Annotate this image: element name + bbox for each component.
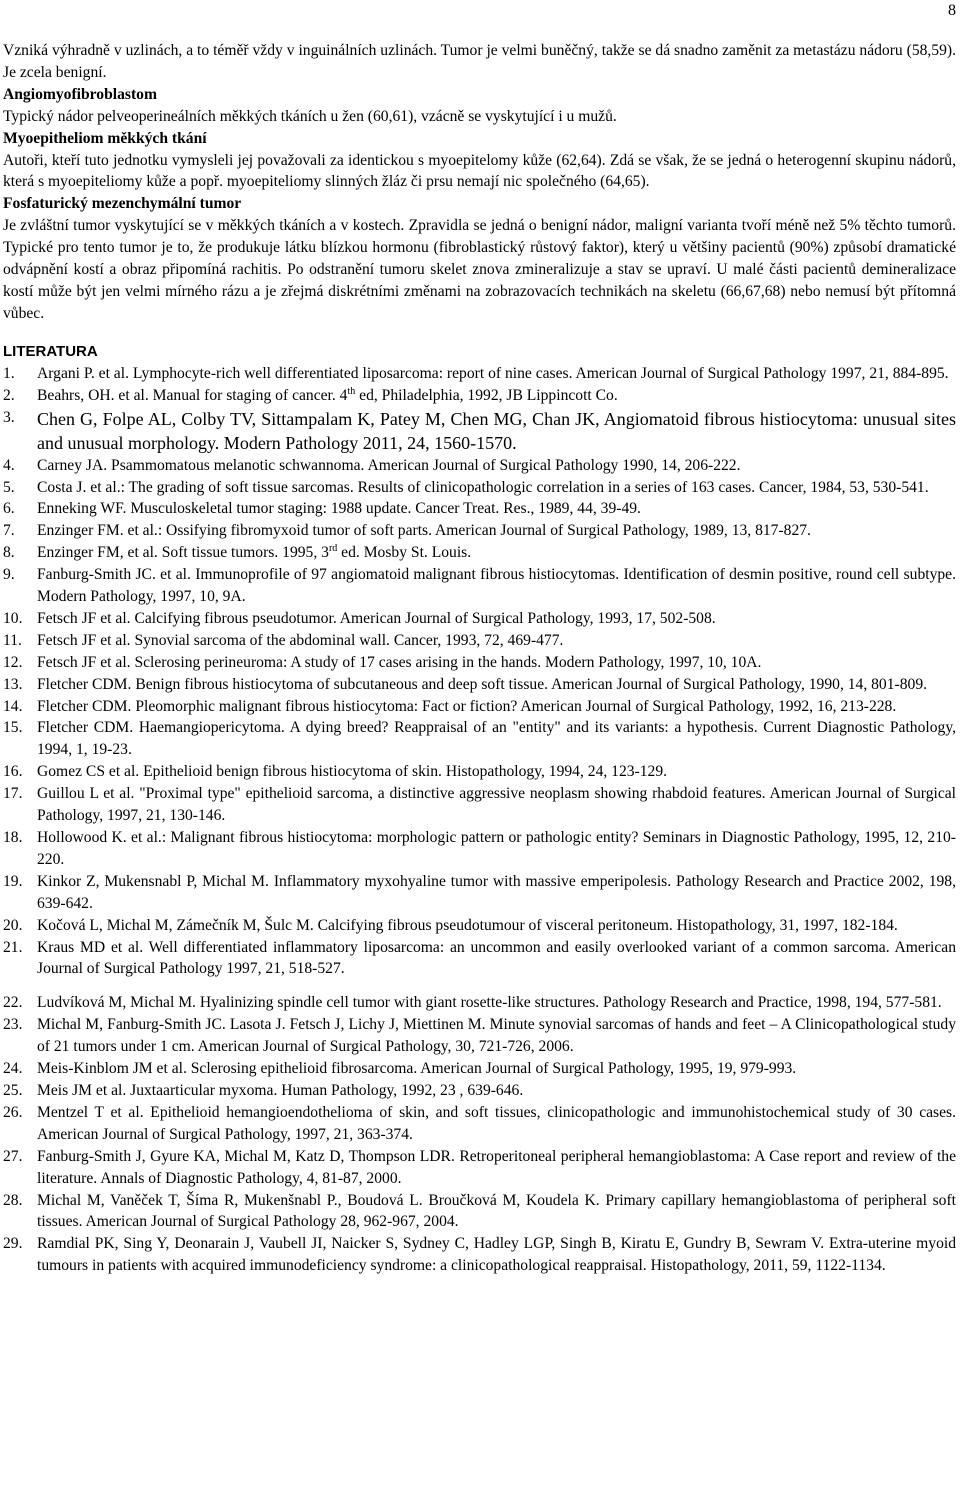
reference-item [3,385,956,407]
reference-text: Hollowood K. et al.: Malignant fibrous histiocytoma: morphologic pattern or pathologic entity? Seminars in Diagnostic Pathology, 1995, 12, 210-220. [37,829,956,868]
reference-text: Kraus MD et al. Well differentiated inflammatory liposarcoma: an uncommon and easily overlooked variant of a common sarcoma. American Journal of Surgical Pathology 1997, 21, 518-527. [37,938,956,978]
reference-item [3,761,956,783]
reference-text: Argani P. et al. Lymphocyte-rich well differentiated liposarcoma: report of nine cases. American Journal of Surgical Pathology 1997, 21, 884-895. [37,364,949,382]
reference-text: Fletcher CDM. Pleomorphic malignant fibrous histiocytoma: Fact or fiction? American Journal of Surgical Pathology, 1992, 16, 213-228. [37,697,897,715]
reference-text: Fetsch JF et al. Calcifying fibrous pseudotumor. American Journal of Surgical Pathology, 1993, 17, 502-508. [37,609,716,627]
body-paragraph: Typický nádor pelveoperineálních měkkých tkáních u žen (60,61), vzácně se vyskytující i u mužů. [3,107,617,125]
reference-number: 16. [3,763,23,781]
intro-section [3,40,956,325]
reference-item [3,542,956,564]
reference-item [3,407,956,455]
reference-item [3,674,956,696]
reference-text: Enneking WF. Musculoskeletal tumor staging: 1988 update. Cancer Treat. Res., 1989, 44, 39-49. [37,500,641,518]
reference-text: Enzinger FM. et al.: Ossifying fibromyxoid tumor of soft parts. American Journal of Surgical Pathology, 1989, 13, 817-827. [37,522,811,540]
page-number: 8 [948,2,956,19]
reference-text: Ludvíková M, Michal M. Hyalinizing spindle cell tumor with giant rosette-like structures. Pathology Research and Practice, 1998, 194, 577-581. [37,994,942,1012]
body-paragraph: Autoři, kteří tuto jednotku vymysleli jej považovali za identickou s myoepitelomy kůže (62,64). Zdá se však, že se jedná o heterogenní skupinu nádorů, která s myoepiteliomy kůže a popř. myoepiteliomy slinných žláz či prsu nemají nic společného (64,65). [3,151,956,191]
reference-text-part: ed, Philadelphia, 1992, JB Lippincott Co. [355,386,618,404]
reference-text: Kočová L, Michal M, Zámečník M, Šulc M. Calcifying fibrous pseudotumour of visceral peritoneum. Histopathology, 31, 1997, 182-184. [37,916,898,934]
reference-item [3,1102,956,1146]
reference-number: 8. [3,544,15,562]
reference-superscript: rd [328,543,338,555]
reference-item [3,1190,956,1234]
reference-number: 4. [3,456,15,474]
reference-item [3,1058,956,1080]
reference-number: 12. [3,653,23,671]
reference-item [3,717,956,761]
reference-text: Fanburg-Smith JC. et al. Immunoprofile of 97 angiomatoid malignant fibrous histiocytomas. Identification of desmin positive, round cell subtype. Modern Pathology, 1997, 10, 9A. [37,566,956,606]
reference-number: 19. [3,872,23,890]
reference-number: 24. [3,1060,23,1078]
reference-text [37,542,956,564]
reference-item [3,455,956,477]
reference-text: Fanburg-Smith J, Gyure KA, Michal M, Katz D, Thompson LDR. Retroperitoneal peripheral hemangioblastoma: A Case report and review of the literature. Annals of Diagnostic Pathology, 4, 81-87, 2000. [37,1147,956,1187]
reference-text-part: Enzinger FM, et al. Soft tissue tumors. 1995, 3 [37,544,329,562]
reference-number: 6. [3,500,15,518]
reference-text: Carney JA. Psammomatous melanotic schwannoma. American Journal of Surgical Pathology 1990, 14, 206-222. [37,456,741,474]
reference-number: 29. [3,1235,23,1253]
body-paragraph: Vzniká výhradně v uzlinách, a to téměř vždy v inguinálních uzlinách. Tumor je velmi buněčný, takže se dá snadno zaměnit za metastázu nádoru (58,59). Je zcela benigní. [3,42,956,81]
reference-number: 17. [3,785,23,803]
reference-item [3,783,956,827]
reference-text: Gomez CS et al. Epithelioid benign fibrous histiocytoma of skin. Histopathology, 1994, 24, 123-129. [37,763,668,781]
section-heading: Fosfaturický mezenchymální tumor [3,195,242,213]
reference-number: 13. [3,675,23,693]
reference-text: Mentzel T et al. Epithelioid hemangioendothelioma of skin, and soft tissues, clinicopathologic and immunohistochemical study of 30 cases. American Journal of Surgical Pathology, 1997, 21, 363-374. [37,1103,956,1143]
reference-text: Kinkor Z, Mukensnabl P, Michal M. Inflammatory myxohyaline tumor with massive emperipolesis. Pathology Research and Practice 2002, 198, 639-642. [37,872,956,912]
section-heading: Myoepitheliom měkkých tkání [3,129,207,147]
reference-number: 5. [3,478,15,496]
reference-number: 27. [3,1147,23,1165]
reference-number: 26. [3,1103,23,1121]
reference-text: Fletcher CDM. Benign fibrous histiocytoma of subcutaneous and deep soft tissue. American Journal of Surgical Pathology, 1990, 14, 801-809. [37,675,928,693]
reference-text-part: ed. Mosby St. Louis. [337,544,472,562]
reference-item [3,363,956,385]
reference-text: Fletcher CDM. Haemangiopericytoma. A dying breed? Reappraisal of an "entity" and its variants: a hypothesis. Current Diagnostic Pathology, 1994, 1, 19-23. [37,719,956,759]
reference-item [3,1233,956,1277]
reference-number: 20. [3,916,23,934]
reference-number: 9. [3,566,15,584]
reference-item [3,564,956,608]
reference-text: Fetsch JF et al. Sclerosing perineuroma: A study of 17 cases arising in the hands. Modern Pathology, 1997, 10, 10A. [37,653,762,671]
reference-text-part: Beahrs, OH. et al. Manual for staging of cancer. 4 [37,386,348,404]
reference-superscript: th [347,385,356,397]
reference-number: 25. [3,1081,23,1099]
reference-item [3,608,956,630]
reference-text: Chen G, Folpe AL, Colby TV, Sittampalam K, Patey M, Chen MG, Chan JK, Angiomatoid fibrous histiocytoma: unusual sites and unusual morphology. Modern Pathology 2011, 24, 1560-1570. [37,408,956,453]
reference-item [3,937,956,981]
reference-number: 22. [3,994,23,1012]
literature-heading: LITERATURA [3,342,98,360]
reference-item [3,1146,956,1190]
reference-number: 18. [3,829,23,846]
reference-item [3,915,956,937]
reference-text: Michal M, Fanburg-Smith JC. Lasota J. Fetsch J, Lichy J, Miettinen M. Minute synovial sarcomas of hands and feet – A Clinicopathological study of 21 tumors under 1 cm. American Journal of Surgical Pathology, 30, 721-726, 2006. [37,1016,956,1056]
reference-number: 23. [3,1016,23,1034]
reference-number: 10. [3,609,23,627]
reference-item [3,827,956,871]
section-heading: Angiomyofibroblastom [3,85,157,103]
reference-number: 28. [3,1191,23,1209]
reference-text [37,385,956,407]
reference-number: 2. [3,386,15,404]
reference-item [3,696,956,718]
body-paragraph: Je zvláštní tumor vyskytující se v měkkých tkáních a v kostech. Zpravidla se jedná o benigní nádor, maligní varianta tvoří méně než 5% těchto tumorů. Typické pro tento tumor je to, že produkuje látku blízkou hormonu (fibroblastický růstový faktor), který u většiny pacientů (90%) způsobí dramatické odvápnění kostí a obraz připomíná rachitis. Po odstranění tumoru skelet znova zmineralizuje a stav se upraví. U malé části pacientů demineralizace kostí může být jen velmi mírného rázu a je zřejmá diskrétními změnami na zobrazovacích technikách na skeletu (66,67,68) nebo nemusí být přítomná vůbec. [3,217,956,322]
reference-item [3,992,956,1014]
reference-text: Michal M, Vaněček T, Šíma R, Mukenšnabl P., Boudová L. Broučková M, Koudela K. Primary capillary hemangioblastoma of peripheral soft tissues. American Journal of Surgical Pathology 28, 962-967, 2004. [37,1191,956,1231]
reference-text: Guillou L et al. "Proximal type" epithelioid sarcoma, a distinctive aggressive neoplasm showing rhabdoid features. American Journal of Surgical Pathology, 1997, 21, 130-146. [37,785,956,825]
reference-text: Meis-Kinblom JM et al. Sclerosing epithelioid fibrosarcoma. American Journal of Surgical Pathology, 1995, 19, 979-993. [37,1060,797,1078]
reference-item [3,477,956,499]
reference-text: Costa J. et al.: The grading of soft tissue sarcomas. Results of clinicopathologic correlation in a series of 163 cases. Cancer, 1984, 53, 530-541. [37,478,929,496]
reference-number: 14. [3,697,23,715]
reference-item [3,871,956,915]
reference-list [3,363,956,1277]
reference-item [3,1080,956,1102]
reference-item [3,652,956,674]
reference-number: 7. [3,522,15,540]
reference-item [3,520,956,542]
reference-number: 21. [3,938,23,956]
reference-item [3,1014,956,1058]
reference-number: 1. [3,364,15,382]
reference-text: Fetsch JF et al. Synovial sarcoma of the abdominal wall. Cancer, 1993, 72, 469-477. [37,631,564,649]
reference-text: Meis JM et al. Juxtaarticular myxoma. Human Pathology, 1992, 23 , 639-646. [37,1081,524,1099]
reference-number: 3. [3,408,15,426]
reference-number: 11. [3,631,22,649]
page-content [3,40,956,1277]
reference-number: 15. [3,719,23,737]
reference-text: Ramdial PK, Sing Y, Deonarain J, Vaubell JI, Naicker S, Sydney C, Hadley LGP, Singh B, Kiratu E, Gundry B, Sewram V. Extra-uterine myoid tumours in patients with acquired immunodeficiency syndrome: a clinicopathological reappraisal. Histopathology, 2011, 59, 1122-1134. [37,1235,956,1275]
reference-item [3,498,956,520]
reference-item [3,630,956,652]
